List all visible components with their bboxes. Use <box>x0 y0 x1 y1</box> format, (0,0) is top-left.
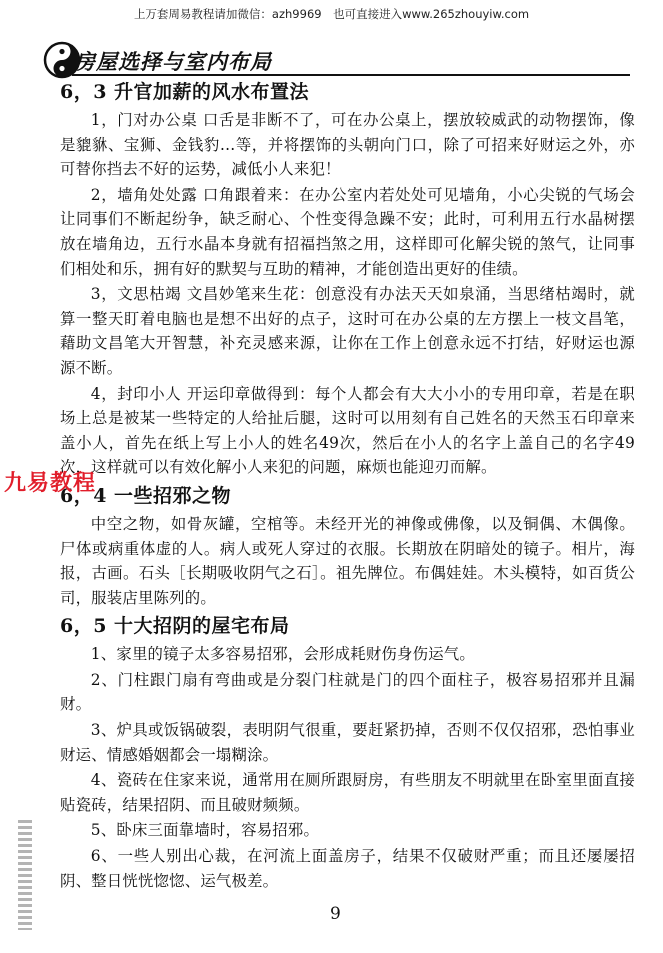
top-banner: 上万套周易教程请加微信：azh9969 也可直接进入www.265zhouyiw.com <box>133 7 530 21</box>
watermark: 九易教程 <box>4 471 97 496</box>
paragraph: 4，封印小人 开运印章做得到：每个人都会有大大小小的专用印章，若是在职场上总是被某一些特定的人给扯后腿，这时可以用刻有自己姓名的天然玉石印章来盖小人，首先在纸上写上小人的姓名49次，然后在小人的名字上盖自己的名字49次，这样就可以有效化解小人来犯的问题，麻烦也能迎刃而解。 <box>60 384 635 477</box>
side-margin-note <box>18 820 32 930</box>
page-number: 9 <box>330 904 341 924</box>
section-heading: 6，5 十大招阴的屋宅布局 <box>60 615 290 638</box>
chapter-title: 房屋选择与室内布局 <box>74 50 272 74</box>
paragraph: 5、卧床三面靠墙时，容易招邪。 <box>90 821 320 840</box>
page-content <box>60 76 635 894</box>
section-heading: 6，4 一些招邪之物 <box>60 484 232 507</box>
paragraph: 中空之物，如骨灰罐，空棺等。未经开光的神像或佛像，以及铜偶、木偶像。尸体或病重体虚的人。病人或死人穿过的衣服。长期放在阴暗处的镜子。相片，海报，古画。石头［长期吸收阴气之石］。祖先牌位。布偶娃娃。木头模特，如百货公司，服装店里陈列的。 <box>60 514 635 607</box>
paragraph: 1，门对办公桌 口舌是非断不了，可在办公桌上，摆放较威武的动物摆饰，像是貔貅、宝狮、金钱豹…等，并将摆饰的头朝向门口，除了可招来好财运之外，亦可替你挡去不好的运势，减低小人来犯！ <box>60 111 635 179</box>
paragraph: 2、门柱跟门扇有弯曲或是分裂门柱就是门的四个面柱子，极容易招邪并且漏财。 <box>60 670 635 714</box>
paragraph: 1、家里的镜子太多容易招邪，会形成耗财伤身伤运气。 <box>90 645 475 664</box>
paragraph: 3、炉具或饭锅破裂，表明阴气很重，要赶紧扔掉，否则不仅仅招邪，恐怕事业财运、情感婚姻都会一塌糊涂。 <box>60 721 635 764</box>
paragraph: 6、一些人别出心裁，在河流上面盖房子，结果不仅破财严重；而且还屡屡招阴、整日恍恍惚惚、运气极差。 <box>60 847 635 890</box>
paragraph: 2，墙角处处露 口角跟着来：在办公室内若处处可见墙角，小心尖锐的气场会让同事们不断起纷争，缺乏耐心、个性变得急躁不安；此时，可利用五行水晶树摆放在墙角边，五行水晶本身就有招福挡煞之用，这样即可化解尖锐的煞气，让同事们相处和乐，拥有好的默契与互助的精神，才能创造出更好的佳绩。 <box>60 185 635 278</box>
section-heading: 6，3 升官加薪的风水布置法 <box>60 81 310 103</box>
paragraph: 4、瓷砖在住家来说，通常用在厕所跟厨房，有些朋友不明就里在卧室里面直接贴瓷砖，结果招阴、而且破财频频。 <box>60 771 635 814</box>
paragraph: 3，文思枯竭 文昌妙笔来生花：创意没有办法天天如泉涌，当思绪枯竭时，就算一整天盯着电脑也是想不出好的点子，这时可在办公桌的左方摆上一枝文昌笔，藉助文昌笔大开智慧，补充灵感来源，让你在工作上创意永远不打结，好财运也源源不断。 <box>60 285 635 377</box>
